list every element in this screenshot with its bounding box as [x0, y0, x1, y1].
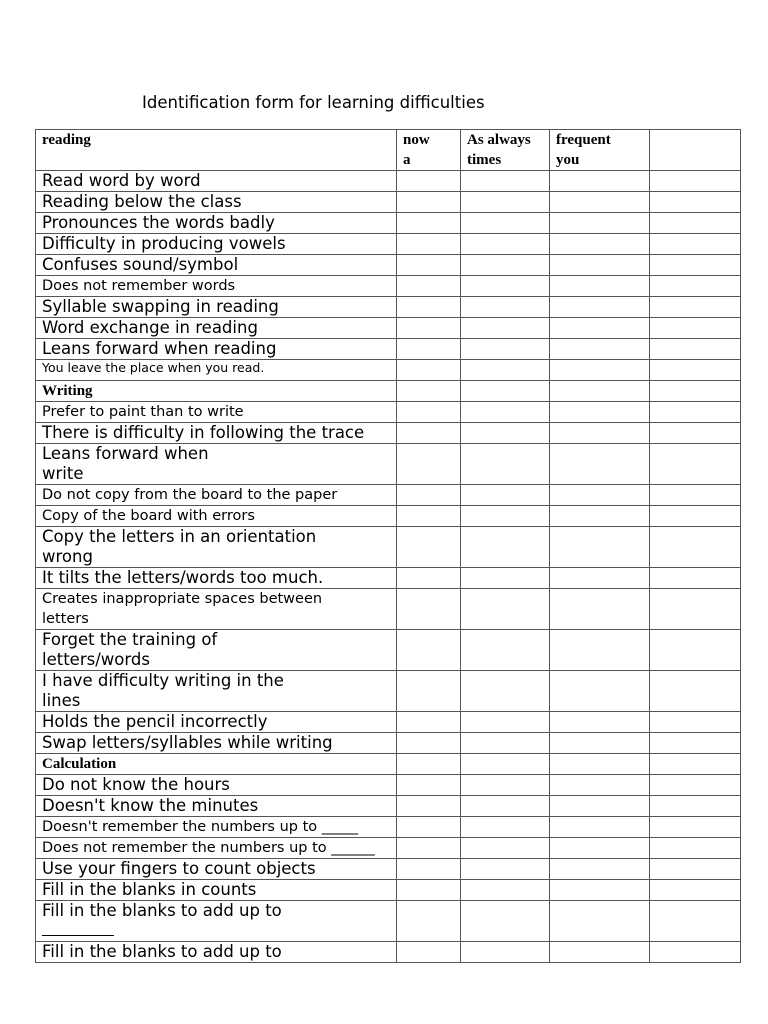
checkbox-cell[interactable] — [650, 444, 741, 485]
section-heading: Writing — [36, 381, 397, 402]
checkbox-cell[interactable] — [550, 423, 650, 444]
checkbox-cell[interactable] — [650, 423, 741, 444]
criterion-text: Prefer to paint than to write — [42, 404, 244, 420]
criterion-text: Copy the letters in an orientation wrong — [42, 527, 317, 566]
checkbox-cell[interactable] — [397, 339, 461, 360]
checkbox-cell[interactable] — [397, 589, 461, 630]
checkbox-cell[interactable] — [550, 360, 650, 381]
checkbox-cell[interactable] — [461, 234, 550, 255]
criterion-label — [36, 234, 397, 255]
checkbox-cell[interactable] — [461, 255, 550, 276]
checkbox-cell[interactable] — [461, 942, 550, 963]
checkbox-cell[interactable] — [650, 671, 741, 712]
checkbox-cell[interactable] — [397, 485, 461, 506]
checkbox-cell[interactable] — [397, 712, 461, 733]
criterion-text: Reading below the class — [42, 192, 242, 211]
criterion-text: Confuses sound/symbol — [42, 255, 239, 274]
checkbox-cell[interactable] — [461, 485, 550, 506]
table-row — [36, 255, 741, 276]
checkbox-cell[interactable] — [650, 630, 741, 671]
checkbox-cell[interactable] — [650, 775, 741, 796]
checkbox-cell[interactable] — [397, 506, 461, 527]
checkbox-cell[interactable] — [397, 859, 461, 880]
checkbox-cell[interactable] — [397, 880, 461, 901]
fill-in-blank-line — [42, 921, 114, 936]
checkbox-cell[interactable] — [550, 942, 650, 963]
checkbox-cell[interactable] — [397, 754, 461, 775]
checkbox-cell[interactable] — [650, 817, 741, 838]
checkbox-cell[interactable] — [550, 901, 650, 942]
criterion-text: Doesn't know the minutes — [42, 796, 259, 815]
checkbox-cell[interactable] — [397, 901, 461, 942]
checkbox-cell[interactable] — [550, 339, 650, 360]
checkbox-cell[interactable] — [397, 171, 461, 192]
table-row — [36, 901, 741, 942]
checkbox-cell[interactable] — [650, 859, 741, 880]
checkbox-cell[interactable] — [461, 775, 550, 796]
criterion-label — [36, 901, 397, 942]
table-row — [36, 171, 741, 192]
criterion-text: Fill in the blanks to add up to — [42, 942, 282, 961]
checkbox-cell[interactable] — [461, 402, 550, 423]
criterion-label — [36, 297, 397, 318]
criterion-label — [36, 171, 397, 192]
checkbox-cell[interactable] — [650, 255, 741, 276]
checkbox-cell[interactable] — [461, 360, 550, 381]
checkbox-cell[interactable] — [550, 213, 650, 234]
checkbox-cell[interactable] — [650, 568, 741, 589]
checkbox-cell[interactable] — [461, 297, 550, 318]
criterion-label — [36, 339, 397, 360]
table-row — [36, 234, 741, 255]
header-reading: reading — [36, 130, 397, 171]
checkbox-cell[interactable] — [397, 297, 461, 318]
checkbox-cell[interactable] — [397, 192, 461, 213]
checkbox-cell[interactable] — [550, 318, 650, 339]
criterion-label — [36, 817, 397, 838]
criterion-label — [36, 859, 397, 880]
checkbox-cell[interactable] — [461, 213, 550, 234]
checkbox-cell[interactable] — [550, 255, 650, 276]
criterion-label — [36, 255, 397, 276]
table-row — [36, 485, 741, 506]
checkbox-cell[interactable] — [461, 192, 550, 213]
criterion-label — [36, 796, 397, 817]
checkbox-cell[interactable] — [461, 589, 550, 630]
table-row — [36, 859, 741, 880]
checkbox-cell[interactable] — [650, 339, 741, 360]
checkbox-cell[interactable] — [397, 276, 461, 297]
checkbox-cell[interactable] — [461, 901, 550, 942]
checkbox-cell[interactable] — [550, 506, 650, 527]
table-row — [36, 506, 741, 527]
section-row — [36, 754, 741, 775]
header-always: As always times — [461, 130, 550, 171]
criterion-text: You leave the place when you read. — [42, 360, 265, 375]
criterion-text: Doesn't remember the numbers up to _____ — [42, 819, 358, 835]
table-row — [36, 276, 741, 297]
checkbox-cell[interactable] — [550, 880, 650, 901]
checkbox-cell[interactable] — [650, 381, 741, 402]
checkbox-cell[interactable] — [397, 817, 461, 838]
checkbox-cell[interactable] — [461, 733, 550, 754]
criterion-text: Fill in the blanks to add up to — [42, 901, 282, 920]
checkbox-cell[interactable] — [650, 942, 741, 963]
checkbox-cell[interactable] — [550, 589, 650, 630]
checkbox-cell[interactable] — [461, 838, 550, 859]
checkbox-cell[interactable] — [550, 775, 650, 796]
checkbox-cell[interactable] — [461, 712, 550, 733]
checkbox-cell[interactable] — [397, 942, 461, 963]
checkbox-cell[interactable] — [397, 444, 461, 485]
checkbox-cell[interactable] — [461, 423, 550, 444]
criterion-label — [36, 589, 397, 630]
checkbox-cell[interactable] — [650, 754, 741, 775]
checkbox-cell[interactable] — [397, 234, 461, 255]
table-row — [36, 213, 741, 234]
criterion-label — [36, 527, 397, 568]
checkbox-cell[interactable] — [550, 527, 650, 568]
checkbox-cell[interactable] — [650, 527, 741, 568]
table-row — [36, 671, 741, 712]
checkbox-cell[interactable] — [461, 754, 550, 775]
checkbox-cell[interactable] — [650, 880, 741, 901]
criterion-text: Fill in the blanks in counts — [42, 880, 257, 899]
checkbox-cell[interactable] — [650, 712, 741, 733]
checkbox-cell[interactable] — [650, 485, 741, 506]
section-row — [36, 381, 741, 402]
header-row — [36, 130, 741, 171]
checkbox-cell[interactable] — [550, 568, 650, 589]
table-row — [36, 339, 741, 360]
criterion-label — [36, 192, 397, 213]
checkbox-cell[interactable] — [650, 901, 741, 942]
checkbox-cell[interactable] — [650, 402, 741, 423]
criterion-text: Holds the pencil incorrectly — [42, 712, 268, 731]
checkbox-cell[interactable] — [650, 171, 741, 192]
table-row — [36, 589, 741, 630]
header-frequent: frequent you — [550, 130, 650, 171]
checkbox-cell[interactable] — [397, 255, 461, 276]
checkbox-cell[interactable] — [461, 796, 550, 817]
checkbox-cell[interactable] — [650, 297, 741, 318]
criterion-text: I have difficulty writing in the lines — [42, 671, 284, 710]
checkbox-cell[interactable] — [461, 568, 550, 589]
criterion-label — [36, 838, 397, 859]
criterion-label — [36, 880, 397, 901]
criterion-label — [36, 444, 397, 485]
checkbox-cell[interactable] — [550, 838, 650, 859]
checkbox-cell[interactable] — [650, 192, 741, 213]
checkbox-cell[interactable] — [550, 630, 650, 671]
checkbox-cell[interactable] — [550, 754, 650, 775]
criterion-text: Does not remember words — [42, 278, 236, 294]
criterion-label — [36, 423, 397, 444]
criterion-text: It tilts the letters/words too much. — [42, 568, 324, 587]
criterion-text: Difficulty in producing vowels — [42, 234, 286, 253]
checkbox-cell[interactable] — [650, 796, 741, 817]
table-row — [36, 630, 741, 671]
criterion-text: Creates inappropriate spaces between letters — [42, 591, 323, 627]
criterion-label — [36, 775, 397, 796]
criterion-label — [36, 276, 397, 297]
criterion-text: Leans forward when write — [42, 444, 209, 483]
checkbox-cell[interactable] — [550, 297, 650, 318]
criterion-label — [36, 402, 397, 423]
criterion-text: Pronounces the words badly — [42, 213, 275, 232]
checkbox-cell[interactable] — [461, 527, 550, 568]
checkbox-cell[interactable] — [550, 276, 650, 297]
table-row — [36, 838, 741, 859]
criterion-text: Read word by word — [42, 171, 201, 190]
criterion-label — [36, 630, 397, 671]
checkbox-cell[interactable] — [397, 796, 461, 817]
form-title: Identification form for learning difficulties — [142, 93, 485, 112]
criterion-label — [36, 485, 397, 506]
table-row — [36, 318, 741, 339]
checkbox-cell[interactable] — [461, 171, 550, 192]
criterion-text: Leans forward when reading — [42, 339, 277, 358]
table-row — [36, 775, 741, 796]
checkbox-cell[interactable] — [650, 234, 741, 255]
criterion-label — [36, 506, 397, 527]
criterion-text: Do not know the hours — [42, 775, 230, 794]
checkbox-cell[interactable] — [461, 444, 550, 485]
checkbox-cell[interactable] — [550, 712, 650, 733]
checkbox-cell[interactable] — [397, 318, 461, 339]
table-row — [36, 942, 741, 963]
checkbox-cell[interactable] — [550, 192, 650, 213]
table-row — [36, 423, 741, 444]
table-row — [36, 297, 741, 318]
checkbox-cell[interactable] — [650, 360, 741, 381]
criterion-label — [36, 733, 397, 754]
table-row — [36, 402, 741, 423]
checkbox-cell[interactable] — [397, 733, 461, 754]
checkbox-cell[interactable] — [397, 402, 461, 423]
checkbox-cell[interactable] — [397, 630, 461, 671]
checkbox-cell[interactable] — [650, 318, 741, 339]
criterion-label — [36, 213, 397, 234]
checkbox-cell[interactable] — [397, 671, 461, 712]
difficulty-checklist-table — [35, 129, 741, 963]
table-row — [36, 733, 741, 754]
criterion-label — [36, 942, 397, 963]
table-row — [36, 880, 741, 901]
checkbox-cell[interactable] — [550, 444, 650, 485]
table-row — [36, 568, 741, 589]
checkbox-cell[interactable] — [397, 423, 461, 444]
criterion-text: Swap letters/syllables while writing — [42, 733, 333, 752]
checkbox-cell[interactable] — [397, 213, 461, 234]
criterion-text: Do not copy from the board to the paper — [42, 487, 338, 503]
checkbox-cell[interactable] — [650, 276, 741, 297]
checkbox-cell[interactable] — [650, 589, 741, 630]
checkbox-cell[interactable] — [550, 171, 650, 192]
table-row — [36, 796, 741, 817]
criterion-label — [36, 318, 397, 339]
checkbox-cell[interactable] — [550, 381, 650, 402]
table-row — [36, 192, 741, 213]
section-heading: Calculation — [36, 754, 397, 775]
criterion-text: Word exchange in reading — [42, 318, 258, 337]
checkbox-cell[interactable] — [550, 402, 650, 423]
criterion-label — [36, 712, 397, 733]
checkbox-cell[interactable] — [461, 318, 550, 339]
checkbox-cell[interactable] — [397, 568, 461, 589]
checkbox-cell[interactable] — [550, 733, 650, 754]
checkbox-cell[interactable] — [550, 671, 650, 712]
checkbox-cell[interactable] — [550, 859, 650, 880]
checkbox-cell[interactable] — [461, 859, 550, 880]
checkbox-cell[interactable] — [650, 733, 741, 754]
table-row — [36, 527, 741, 568]
header-now: now a — [397, 130, 461, 171]
checkbox-cell[interactable] — [550, 234, 650, 255]
checkbox-cell[interactable] — [550, 485, 650, 506]
checkbox-cell[interactable] — [397, 775, 461, 796]
criterion-text: Copy of the board with errors — [42, 508, 255, 524]
checkbox-cell[interactable] — [397, 360, 461, 381]
checkbox-cell[interactable] — [650, 838, 741, 859]
header-extra — [650, 130, 741, 171]
table-row — [36, 444, 741, 485]
checkbox-cell[interactable] — [650, 213, 741, 234]
checkbox-cell[interactable] — [397, 838, 461, 859]
criterion-text: Use your fingers to count objects — [42, 859, 316, 878]
table-row — [36, 712, 741, 733]
checkbox-cell[interactable] — [461, 339, 550, 360]
checkbox-cell[interactable] — [650, 506, 741, 527]
checkbox-cell[interactable] — [461, 276, 550, 297]
criterion-label — [36, 671, 397, 712]
checkbox-cell[interactable] — [550, 817, 650, 838]
criterion-text: Does not remember the numbers up to ______ — [42, 840, 375, 856]
criterion-text: Syllable swapping in reading — [42, 297, 279, 316]
checkbox-cell[interactable] — [461, 880, 550, 901]
checkbox-cell[interactable] — [461, 506, 550, 527]
table-row — [36, 360, 741, 381]
checkbox-cell[interactable] — [461, 381, 550, 402]
checkbox-cell[interactable] — [397, 381, 461, 402]
table-row — [36, 817, 741, 838]
criterion-text: Forget the training of letters/words — [42, 630, 218, 669]
criterion-label — [36, 568, 397, 589]
checkbox-cell[interactable] — [461, 817, 550, 838]
criterion-label — [36, 360, 397, 381]
criterion-text: There is difficulty in following the trace — [42, 423, 365, 442]
checkbox-cell[interactable] — [461, 630, 550, 671]
checkbox-cell[interactable] — [461, 671, 550, 712]
checkbox-cell[interactable] — [397, 527, 461, 568]
checkbox-cell[interactable] — [550, 796, 650, 817]
